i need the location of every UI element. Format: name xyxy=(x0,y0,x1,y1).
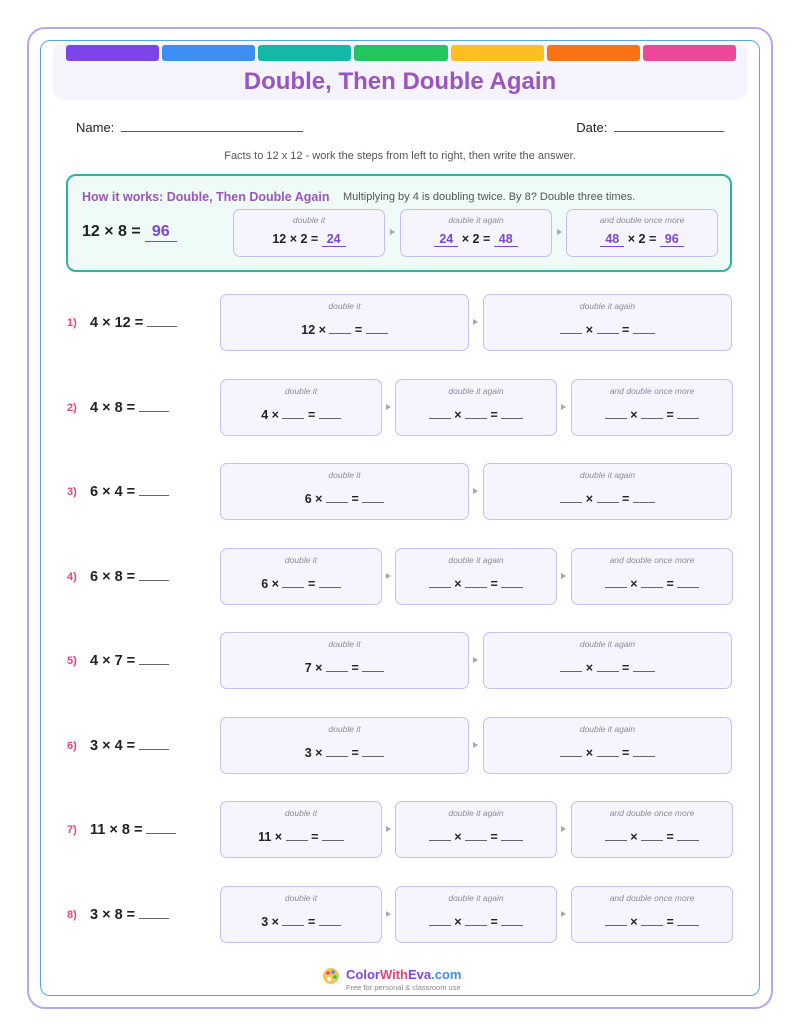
answer-blank[interactable] xyxy=(597,502,619,503)
answer-blank[interactable] xyxy=(465,587,487,588)
step-label: and double once more xyxy=(599,215,685,225)
problem-number: 3) xyxy=(67,486,77,498)
answer-blank[interactable] xyxy=(641,840,663,841)
answer-blank[interactable] xyxy=(429,587,451,588)
step-expression xyxy=(572,408,732,422)
step-expression xyxy=(396,577,556,591)
step-label: and double once more xyxy=(609,386,695,396)
rainbow-segment xyxy=(66,45,159,61)
step-label: and double once more xyxy=(609,808,695,818)
answer-blank[interactable] xyxy=(362,756,384,757)
step-label: double it xyxy=(328,639,361,649)
step-label: and double once more xyxy=(609,893,695,903)
step-expression xyxy=(234,232,384,247)
rainbow-segment xyxy=(162,45,255,61)
problem-fact: 4 × 8 = xyxy=(90,400,136,416)
rainbow-segment xyxy=(643,45,736,61)
rainbow-segment xyxy=(258,45,351,61)
operator-symbol: × xyxy=(630,915,638,929)
example-answer: 96 xyxy=(145,223,177,242)
operator-symbol: = xyxy=(307,577,316,591)
answer-blank[interactable] xyxy=(641,925,663,926)
step-label: double it xyxy=(284,386,318,396)
operator-symbol: = xyxy=(351,746,359,760)
step-box-2 xyxy=(483,463,732,520)
step-box-2 xyxy=(483,717,732,774)
operator-symbol: = xyxy=(621,746,630,760)
step-box-1 xyxy=(220,801,382,858)
step-box-2 xyxy=(395,379,557,436)
step-expression xyxy=(484,323,731,337)
problem-expression xyxy=(90,907,169,923)
arrow-right-icon xyxy=(561,573,566,579)
final-answer-blank[interactable] xyxy=(139,580,169,581)
problem-expression xyxy=(90,484,169,500)
step-start: 3 × xyxy=(304,746,323,760)
step-expression xyxy=(401,232,551,247)
answer-blank[interactable] xyxy=(501,925,523,926)
problem-fact: 3 × 8 = xyxy=(90,907,136,923)
operator-symbol: = xyxy=(490,915,498,929)
arrow-right-icon xyxy=(386,404,391,410)
arrow-right-icon xyxy=(390,229,395,235)
answer-blank[interactable] xyxy=(429,925,451,926)
step-label: double it again xyxy=(448,893,504,903)
step-start: 6 × xyxy=(261,577,279,591)
operator-symbol: × xyxy=(454,577,462,591)
final-answer-blank[interactable] xyxy=(139,411,169,412)
answer-blank[interactable] xyxy=(501,418,523,419)
problem-expression xyxy=(90,315,177,331)
step-result: 96 xyxy=(660,232,684,247)
step-label: double it again xyxy=(579,470,636,480)
problem-expression xyxy=(90,738,169,754)
answer-blank[interactable] xyxy=(677,418,699,419)
final-answer-blank[interactable] xyxy=(139,495,169,496)
answer-blank[interactable] xyxy=(633,333,655,334)
step-expression xyxy=(221,915,381,929)
example-step-2 xyxy=(400,209,552,257)
answer-blank[interactable] xyxy=(322,840,344,841)
step-label: double it xyxy=(284,893,318,903)
step-expression xyxy=(484,746,731,760)
problem-fact: 3 × 4 = xyxy=(90,738,136,754)
answer-blank[interactable] xyxy=(605,840,627,841)
problem-expression xyxy=(90,822,176,838)
operator-symbol: × xyxy=(585,323,594,337)
answer-blank[interactable] xyxy=(633,756,655,757)
step-expression xyxy=(396,915,556,929)
final-answer-blank[interactable] xyxy=(147,326,177,327)
operator-symbol: = xyxy=(490,408,498,422)
step-result: 24 xyxy=(322,232,346,247)
answer-blank[interactable] xyxy=(329,333,351,334)
step-label: double it again xyxy=(448,808,504,818)
problem-fact: 4 × 7 = xyxy=(90,653,136,669)
step-label: double it xyxy=(284,808,318,818)
step-box-2 xyxy=(483,294,732,351)
name-blank[interactable] xyxy=(121,120,303,132)
answer-blank[interactable] xyxy=(326,756,348,757)
step-label: double it xyxy=(292,215,326,225)
arrow-right-icon xyxy=(557,229,562,235)
final-answer-blank[interactable] xyxy=(139,664,169,665)
step-result: 48 xyxy=(494,232,518,247)
footer-tagline: Free for personal & classroom use xyxy=(346,983,461,992)
step-expression xyxy=(221,661,468,675)
step-box-1 xyxy=(220,463,469,520)
step-label: and double once more xyxy=(609,555,695,565)
palette-icon xyxy=(322,967,340,985)
step-box-2 xyxy=(395,886,557,943)
date-blank[interactable] xyxy=(614,120,724,132)
operator-symbol: = xyxy=(621,323,630,337)
step-expression xyxy=(484,492,731,506)
answer-blank[interactable] xyxy=(677,587,699,588)
answer-blank[interactable] xyxy=(677,840,699,841)
answer-blank[interactable] xyxy=(282,587,304,588)
answer-blank[interactable] xyxy=(362,502,384,503)
rainbow-bar xyxy=(66,45,736,61)
arrow-right-icon xyxy=(386,826,391,832)
operator-symbol: = xyxy=(621,661,630,675)
step-box-1 xyxy=(220,294,469,351)
final-answer-blank[interactable] xyxy=(146,833,176,834)
example-step-3 xyxy=(566,209,718,257)
answer-blank[interactable] xyxy=(560,671,582,672)
answer-blank[interactable] xyxy=(326,671,348,672)
step-start: 12 × xyxy=(301,323,326,337)
step-expression xyxy=(484,661,731,675)
step-box-2 xyxy=(395,801,557,858)
rainbow-segment xyxy=(354,45,447,61)
final-answer-blank[interactable] xyxy=(139,749,169,750)
example-box xyxy=(66,174,732,272)
step-expression xyxy=(567,232,717,247)
arrow-right-icon xyxy=(386,573,391,579)
arrow-right-icon xyxy=(561,404,566,410)
answer-blank[interactable] xyxy=(465,925,487,926)
operator-symbol: × xyxy=(585,492,594,506)
answer-blank[interactable] xyxy=(597,671,619,672)
arrow-right-icon xyxy=(473,742,478,748)
answer-blank[interactable] xyxy=(366,333,388,334)
final-answer-blank[interactable] xyxy=(139,918,169,919)
answer-blank[interactable] xyxy=(282,925,304,926)
step-start: 6 × xyxy=(304,492,323,506)
operator-symbol: = xyxy=(490,830,498,844)
step-box-2 xyxy=(483,632,732,689)
answer-blank[interactable] xyxy=(282,418,304,419)
problem-number: 1) xyxy=(67,317,77,329)
operator-symbol: = xyxy=(666,830,674,844)
step-box-1 xyxy=(220,632,469,689)
problem-fact: 6 × 8 = xyxy=(90,569,136,585)
step-start: 11 × xyxy=(258,830,283,844)
answer-blank[interactable] xyxy=(465,840,487,841)
step-lhs: 12 × 2 = xyxy=(272,232,319,246)
answer-blank[interactable] xyxy=(605,418,627,419)
operator-symbol: = xyxy=(354,323,363,337)
operator-symbol: = xyxy=(666,915,674,929)
answer-blank[interactable] xyxy=(429,418,451,419)
answer-blank[interactable] xyxy=(633,502,655,503)
operator-symbol: × xyxy=(630,577,638,591)
answer-blank[interactable] xyxy=(501,587,523,588)
problem-number: 5) xyxy=(67,655,77,667)
step-box-1 xyxy=(220,886,382,943)
step-expression xyxy=(221,408,381,422)
problem-number: 2) xyxy=(67,402,77,414)
answer-blank[interactable] xyxy=(641,587,663,588)
step-start: 3 × xyxy=(261,915,279,929)
step-label: double it xyxy=(328,301,361,311)
answer-blank[interactable] xyxy=(605,925,627,926)
answer-blank[interactable] xyxy=(560,756,582,757)
operator-symbol: = xyxy=(666,408,674,422)
problem-number: 8) xyxy=(67,909,77,921)
step-box-1 xyxy=(220,379,382,436)
answer-blank[interactable] xyxy=(319,925,341,926)
name-field[interactable] xyxy=(76,120,303,135)
operator-symbol: × xyxy=(454,408,462,422)
brand-part-tld: .com xyxy=(431,967,462,982)
rainbow-segment xyxy=(547,45,640,61)
operator-symbol: = xyxy=(621,492,630,506)
example-heading: How it works: Double, Then Double Again xyxy=(82,190,330,204)
arrow-right-icon xyxy=(561,911,566,917)
step-expression xyxy=(572,577,732,591)
step-expression xyxy=(221,577,381,591)
step-filled-value: 24 xyxy=(434,232,458,247)
operator-symbol: × xyxy=(454,830,462,844)
step-label: double it again xyxy=(448,215,504,225)
example-description: Multiplying by 4 is doubling twice. By 8? Double three times. xyxy=(343,191,636,203)
step-box-3 xyxy=(571,548,733,605)
operator-symbol: = xyxy=(307,915,316,929)
footer-brand[interactable] xyxy=(346,967,461,982)
answer-blank[interactable] xyxy=(465,418,487,419)
example-step-1 xyxy=(233,209,385,257)
step-box-2 xyxy=(395,548,557,605)
answer-blank[interactable] xyxy=(362,671,384,672)
answer-blank[interactable] xyxy=(560,502,582,503)
answer-blank[interactable] xyxy=(597,333,619,334)
problem-fact: 6 × 4 = xyxy=(90,484,136,500)
step-operator: × 2 = xyxy=(627,232,657,246)
problem-fact: 4 × 12 = xyxy=(90,315,144,331)
operator-symbol: = xyxy=(490,577,498,591)
operator-symbol: = xyxy=(311,830,319,844)
step-box-3 xyxy=(571,801,733,858)
brand-part-eva: Eva xyxy=(408,967,432,982)
step-expression xyxy=(221,323,468,337)
answer-blank[interactable] xyxy=(319,587,341,588)
answer-blank[interactable] xyxy=(633,671,655,672)
step-operator: × 2 = xyxy=(461,232,491,246)
step-label: double it again xyxy=(579,301,636,311)
step-start: 4 × xyxy=(261,408,279,422)
step-box-1 xyxy=(220,717,469,774)
operator-symbol: = xyxy=(307,408,316,422)
step-expression xyxy=(396,408,556,422)
example-expression: 12 × 8 = xyxy=(82,223,141,240)
answer-blank[interactable] xyxy=(641,418,663,419)
answer-blank[interactable] xyxy=(677,925,699,926)
answer-blank[interactable] xyxy=(429,840,451,841)
step-box-1 xyxy=(220,548,382,605)
step-label: double it xyxy=(284,555,318,565)
step-label: double it again xyxy=(579,639,636,649)
operator-symbol: = xyxy=(351,661,359,675)
operator-symbol: × xyxy=(630,830,638,844)
problem-number: 6) xyxy=(67,740,77,752)
step-expression xyxy=(572,830,732,844)
operator-symbol: × xyxy=(630,408,638,422)
step-label: double it xyxy=(328,724,361,734)
operator-symbol: = xyxy=(666,577,674,591)
problem-fact: 11 × 8 = xyxy=(90,822,143,838)
arrow-right-icon xyxy=(473,319,478,325)
problem-number: 4) xyxy=(67,571,77,583)
answer-blank[interactable] xyxy=(605,587,627,588)
worksheet-title: Double, Then Double Again xyxy=(243,68,557,95)
answer-blank[interactable] xyxy=(501,840,523,841)
step-label: double it xyxy=(328,470,361,480)
answer-blank[interactable] xyxy=(319,418,341,419)
answer-blank[interactable] xyxy=(560,333,582,334)
operator-symbol: × xyxy=(585,661,594,675)
arrow-right-icon xyxy=(386,911,391,917)
step-start: 7 × xyxy=(304,661,323,675)
brand-part-with: With xyxy=(379,967,408,982)
answer-blank[interactable] xyxy=(597,756,619,757)
step-box-3 xyxy=(571,379,733,436)
brand-part-color: Color xyxy=(346,967,380,982)
arrow-right-icon xyxy=(473,657,478,663)
operator-symbol: = xyxy=(351,492,359,506)
example-problem xyxy=(82,223,177,242)
step-expression xyxy=(572,915,732,929)
operator-symbol: × xyxy=(454,915,462,929)
step-expression xyxy=(221,830,381,844)
step-label: double it again xyxy=(579,724,636,734)
step-box-3 xyxy=(571,886,733,943)
date-label: Date: xyxy=(576,120,608,135)
arrow-right-icon xyxy=(473,488,478,494)
problem-expression xyxy=(90,569,169,585)
arrow-right-icon xyxy=(561,826,566,832)
operator-symbol: × xyxy=(585,746,594,760)
step-expression xyxy=(396,830,556,844)
answer-blank[interactable] xyxy=(286,840,308,841)
step-expression xyxy=(221,746,468,760)
problem-number: 7) xyxy=(67,824,77,836)
instructions: Facts to 12 x 12 - work the steps from left to right, then write the answer. xyxy=(224,150,576,162)
answer-blank[interactable] xyxy=(326,502,348,503)
step-filled-value: 48 xyxy=(600,232,624,247)
step-label: double it again xyxy=(448,386,504,396)
date-field[interactable] xyxy=(576,120,724,135)
step-expression xyxy=(221,492,468,506)
problem-expression xyxy=(90,653,169,669)
rainbow-segment xyxy=(451,45,544,61)
problem-expression xyxy=(90,400,169,416)
name-label: Name: xyxy=(76,120,115,135)
step-label: double it again xyxy=(448,555,504,565)
